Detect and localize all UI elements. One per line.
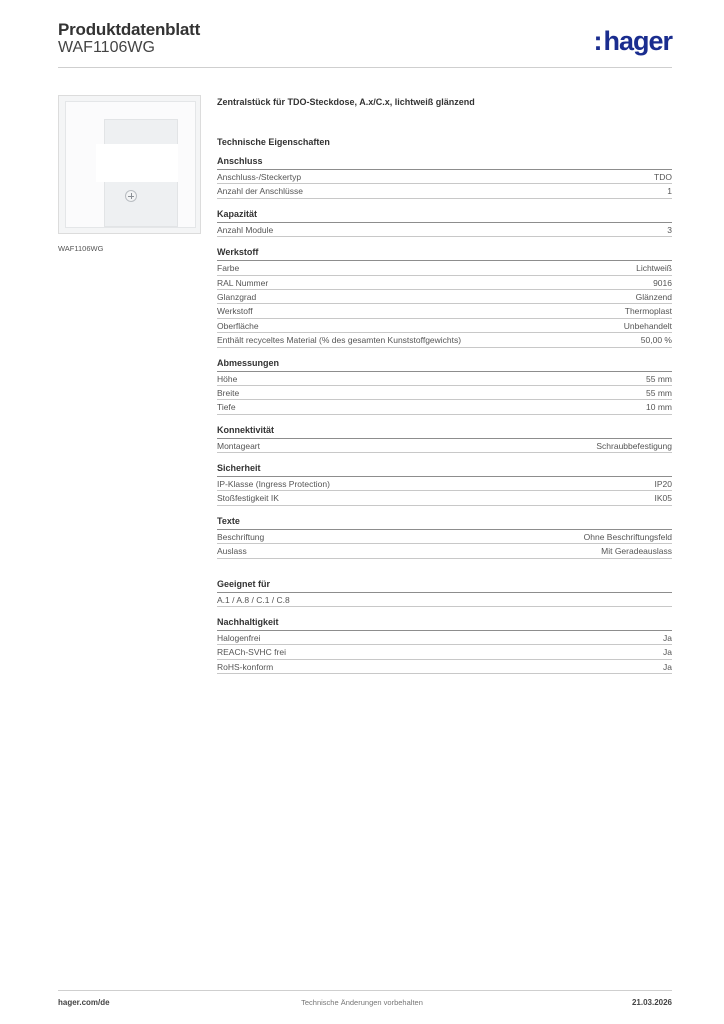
spec-value: Lichtweiß [636, 263, 672, 274]
header-divider [58, 67, 672, 68]
spec-value: 1 [667, 186, 672, 197]
spec-row [217, 593, 672, 607]
spec-label: RAL Nummer [217, 277, 269, 288]
spec-value: Ja [663, 633, 672, 644]
screw-icon [125, 190, 137, 202]
spec-section [217, 425, 672, 453]
spec-label: Breite [217, 387, 240, 398]
section-title: Kapazität [217, 209, 672, 223]
spec-row [217, 170, 672, 184]
spec-sections [217, 156, 672, 674]
spec-value: Schraubbefestigung [596, 440, 672, 451]
spec-label: Anschluss-/Steckertyp [217, 172, 302, 182]
spec-label: A.1 / A.8 / C.1 / C.8 [217, 594, 290, 605]
spec-row [217, 184, 672, 198]
spec-section [217, 156, 672, 199]
footer-notice: Technische Änderungen vorbehalten [301, 998, 423, 1007]
spec-label: Anzahl Module [217, 224, 274, 235]
spec-row [217, 439, 672, 453]
spec-row [217, 304, 672, 318]
spec-value: Unbehandelt [623, 320, 672, 331]
section-title: Geeignet für [217, 579, 672, 593]
section-title: Konnektivität [217, 425, 672, 439]
spec-section [217, 209, 672, 237]
spec-value: Mit Geradeauslass [601, 546, 672, 557]
spec-value: Glänzend [635, 291, 672, 302]
spec-label: Anzahl der Anschlüsse [217, 186, 303, 197]
spec-label: Auslass [217, 546, 247, 557]
spec-row [217, 530, 672, 544]
spec-label: RoHS-konform [217, 661, 274, 672]
spec-row [217, 544, 672, 558]
spec-value: 3 [667, 224, 672, 235]
footer-divider [58, 990, 672, 991]
product-description: Zentralstück für TDO-Steckdose, A.x/C.x, lichtweiß glänzend [217, 97, 475, 107]
spec-section [217, 463, 672, 506]
central-insert [104, 119, 178, 227]
section-title: Abmessungen [217, 358, 672, 372]
cover-plate [65, 101, 196, 228]
spec-value: 10 mm [646, 402, 672, 413]
section-title: Texte [217, 516, 672, 530]
spec-value: Ja [663, 647, 672, 658]
spec-row [217, 319, 672, 333]
section-title: Werkstoff [217, 247, 672, 261]
spec-label: Montageart [217, 440, 260, 451]
spec-label: Oberfläche [217, 320, 259, 331]
spec-value: Ohne Beschriftungsfeld [583, 531, 672, 542]
spec-label: REACh-SVHC frei [217, 647, 286, 658]
hager-logo [593, 26, 672, 56]
spec-value: 55 mm [646, 373, 672, 384]
logo-text: hager [603, 26, 672, 56]
spec-content [217, 96, 672, 684]
spec-row [217, 645, 672, 659]
spec-label: Tiefe [217, 402, 236, 413]
spec-section [217, 516, 672, 559]
product-code: WAF1106WG [58, 39, 155, 56]
spec-label: Farbe [217, 263, 240, 274]
section-title: Anschluss [217, 156, 672, 170]
spec-row [217, 261, 672, 275]
spec-value: TDO [654, 172, 672, 182]
spec-row [217, 333, 672, 347]
socket-window [96, 144, 178, 182]
spec-value: Thermoplast [624, 306, 672, 317]
spec-value: 9016 [653, 277, 672, 288]
spec-value: IP20 [654, 479, 672, 490]
spec-section [217, 617, 672, 674]
spec-section [217, 247, 672, 347]
spec-row [217, 290, 672, 304]
spec-value: 50,00 % [640, 335, 672, 346]
spec-row [217, 400, 672, 414]
spec-row [217, 386, 672, 400]
spec-label: Werkstoff [217, 306, 253, 317]
section-title: Sicherheit [217, 463, 672, 477]
spec-row [217, 477, 672, 491]
technical-heading: Technische Eigenschaften [217, 137, 330, 147]
spec-row [217, 660, 672, 674]
spec-value: IK05 [654, 493, 672, 504]
page-header [58, 20, 672, 68]
spec-label: Enthält recyceltes Material (% des gesamten Kunststoffgewichts) [217, 335, 462, 346]
spec-row [217, 491, 672, 505]
spec-label: Stoßfestigkeit IK [217, 493, 279, 504]
spec-row [217, 276, 672, 290]
spec-label: IP-Klasse (Ingress Protection) [217, 479, 330, 490]
spec-section [217, 358, 672, 415]
image-caption: WAF1106WG [58, 244, 104, 253]
spec-label: Höhe [217, 373, 238, 384]
spec-label: Halogenfrei [217, 633, 261, 644]
spec-row [217, 223, 672, 237]
logo-colon: : [593, 26, 603, 56]
spec-label: Beschriftung [217, 531, 265, 542]
spec-value: 55 mm [646, 387, 672, 398]
section-title: Nachhaltigkeit [217, 617, 672, 631]
footer-website: hager.com/de [58, 998, 110, 1007]
product-image [58, 95, 201, 234]
spec-row [217, 372, 672, 386]
document-title: Produktdatenblatt [58, 20, 201, 39]
spec-value: Ja [663, 661, 672, 672]
footer-date: 21.03.2026 [631, 998, 672, 1007]
spec-row [217, 631, 672, 645]
spec-label: Glanzgrad [217, 291, 257, 302]
spec-section [217, 579, 672, 607]
